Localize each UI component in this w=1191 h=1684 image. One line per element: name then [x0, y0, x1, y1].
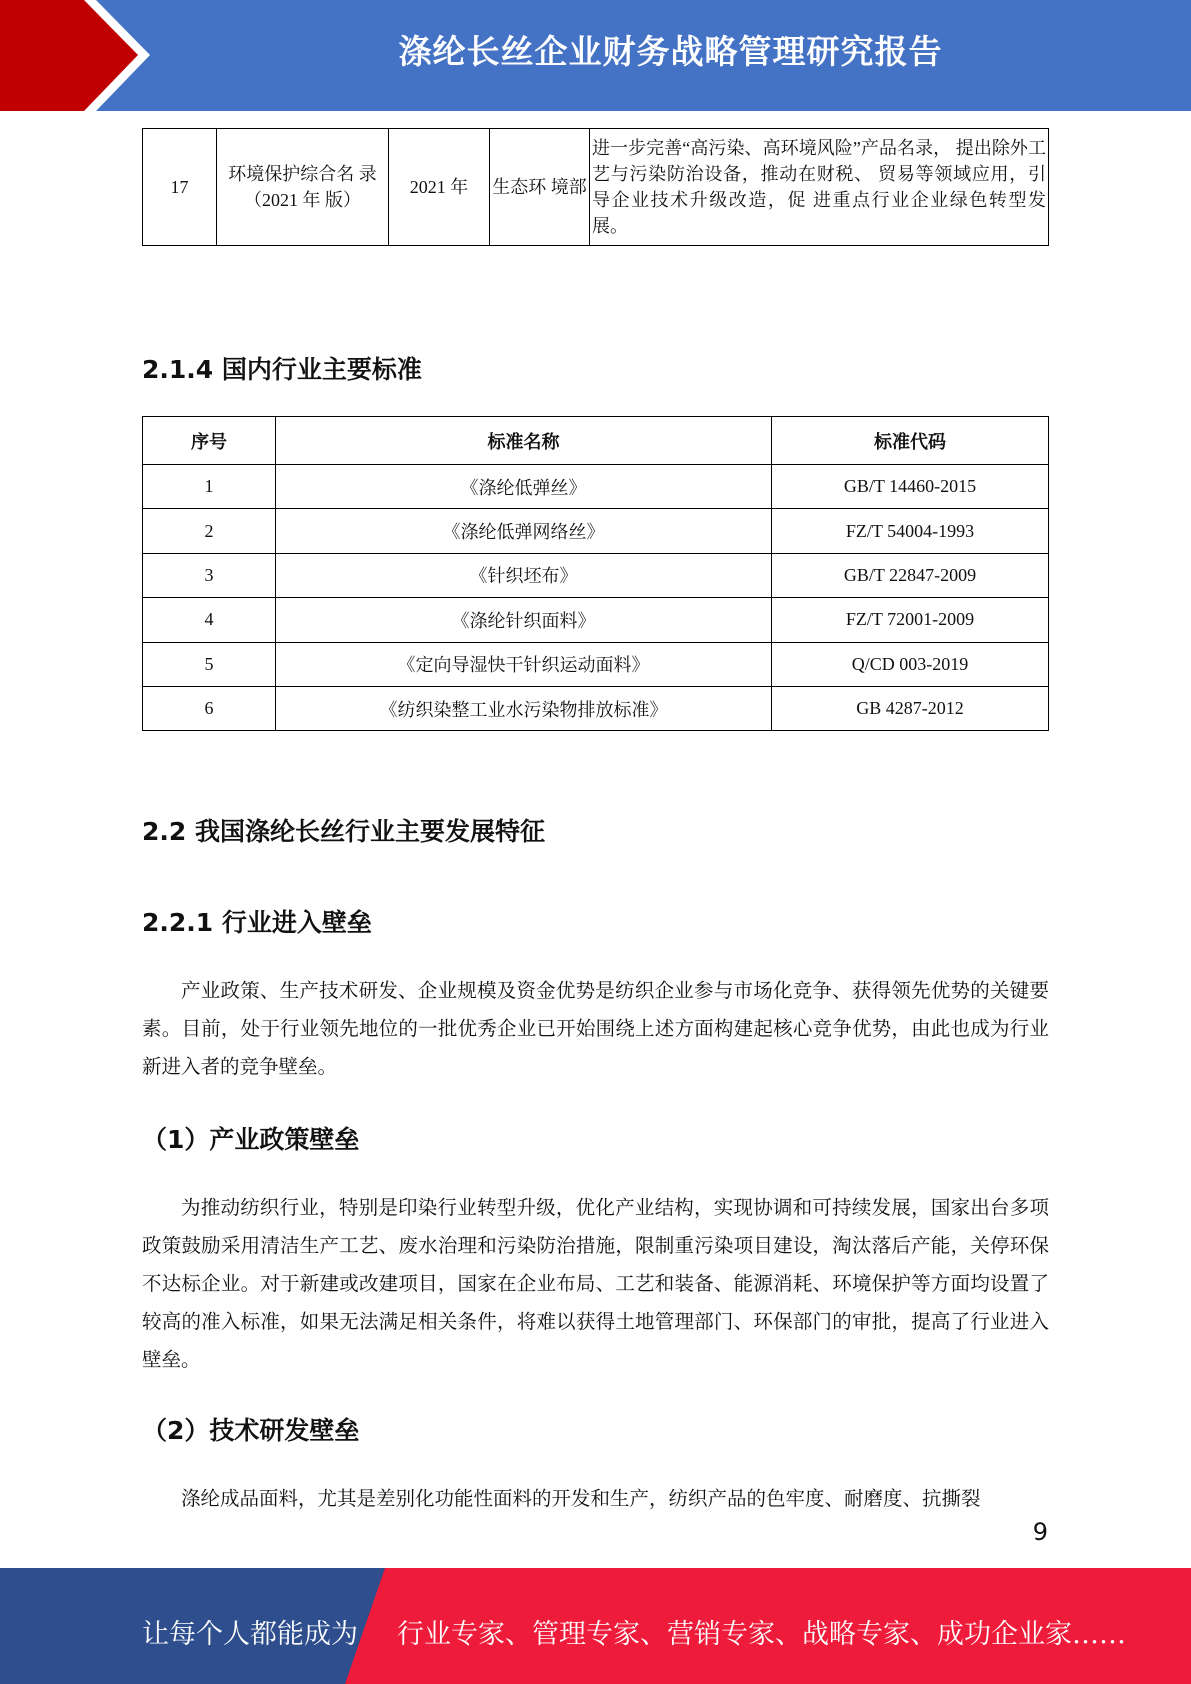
- col-header-no: 序号: [143, 417, 276, 465]
- subheading-policy-barrier: （1）产业政策壁垒: [142, 1125, 360, 1154]
- table-row: [143, 465, 1049, 509]
- cell-name: 《涤纶低弹网络丝》: [276, 509, 772, 553]
- cell-code: GB/T 22847-2009: [772, 553, 1049, 597]
- cell-no: 4: [143, 598, 276, 642]
- cell-code: GB/T 14460-2015: [772, 465, 1049, 509]
- paragraph-entry-barriers: 产业政策、生产技术研发、企业规模及资金优势是纺织企业参与市场化竞争、获得领先优势的关键要素。目前，处于行业领先地位的一批优秀企业已开始围绕上述方面构建起核心竞争优势，由此也成为行业新进入者的竞争壁垒。: [142, 981, 1049, 1078]
- policy-dept: 生态环 境部: [490, 129, 590, 246]
- cell-no: 3: [143, 553, 276, 597]
- table-row: [143, 509, 1049, 553]
- header-chevron-icon: [0, 0, 142, 111]
- cell-name: 《纺织染整工业水污染物排放标准》: [276, 686, 772, 730]
- page-number: 9: [1032, 1518, 1048, 1546]
- col-header-name: 标准名称: [276, 417, 772, 465]
- table-row: [143, 686, 1049, 730]
- policy-table: [142, 128, 1049, 246]
- cell-code: GB 4287-2012: [772, 686, 1049, 730]
- paragraph-tech-barrier: 涤纶成品面料，尤其是差别化功能性面料的开发和生产，纺织产品的色牢度、耐磨度、抗撕裂: [181, 1489, 981, 1510]
- paragraph-policy-barrier: 为推动纺织行业，特别是印染行业转型升级，优化产业结构，实现协调和可持续发展，国家出台多项政策鼓励采用清洁生产工艺、废水治理和污染防治措施，限制重污染项目建设，淘汰落后产能，关停环保不达标企业。对于新建或改建项目，国家在企业布局、工艺和装备、能源消耗、环境保护等方面均设置了较高的准入标准，如果无法满足相关条件，将难以获得土地管理部门、环保部门的审批，提高了行业进入壁垒。: [142, 1198, 1049, 1371]
- cell-no: 5: [143, 642, 276, 686]
- table-row: [143, 129, 1049, 246]
- footer-slogan-left: 让每个人都能成为: [142, 1619, 358, 1650]
- cell-no: 2: [143, 509, 276, 553]
- policy-name: 环境保护综合名 录（2021 年 版）: [217, 129, 389, 246]
- table-row: [143, 598, 1049, 642]
- cell-code: Q/CD 003-2019: [772, 642, 1049, 686]
- col-header-code: 标准代码: [772, 417, 1049, 465]
- cell-name: 《涤纶低弹丝》: [276, 465, 772, 509]
- section-heading-2-2: 2.2 我国涤纶长丝行业主要发展特征: [142, 817, 545, 846]
- standards-table: [142, 416, 1049, 731]
- table-header-row: [143, 417, 1049, 465]
- page-footer: [0, 1568, 1191, 1684]
- page-header: [0, 0, 1191, 111]
- subheading-tech-barrier: （2）技术研发壁垒: [142, 1416, 360, 1445]
- section-heading-2-1-4: 2.1.4 国内行业主要标准: [142, 355, 422, 384]
- policy-desc: 进一步完善“高污染、高环境风险”产品名录， 提出除外工艺与污染防治设备，推动在财税、 贸易等领域应用，引导企业技术升级改造，促 进重点行业企业绿色转型发展。: [590, 129, 1049, 246]
- table-row: [143, 642, 1049, 686]
- cell-name: 《涤纶针织面料》: [276, 598, 772, 642]
- policy-no: 17: [143, 129, 217, 246]
- table-row: [143, 553, 1049, 597]
- cell-no: 1: [143, 465, 276, 509]
- footer-slogan-right: 行业专家、管理专家、营销专家、战略专家、成功企业家……: [397, 1619, 1126, 1650]
- cell-no: 6: [143, 686, 276, 730]
- cell-name: 《针织坯布》: [276, 553, 772, 597]
- cell-code: FZ/T 54004-1993: [772, 509, 1049, 553]
- policy-year: 2021 年: [389, 129, 490, 246]
- section-heading-2-2-1: 2.2.1 行业进入壁垒: [142, 908, 372, 937]
- report-title: 涤纶长丝企业财务战略管理研究报告: [398, 32, 943, 71]
- cell-code: FZ/T 72001-2009: [772, 598, 1049, 642]
- cell-name: 《定向导湿快干针织运动面料》: [276, 642, 772, 686]
